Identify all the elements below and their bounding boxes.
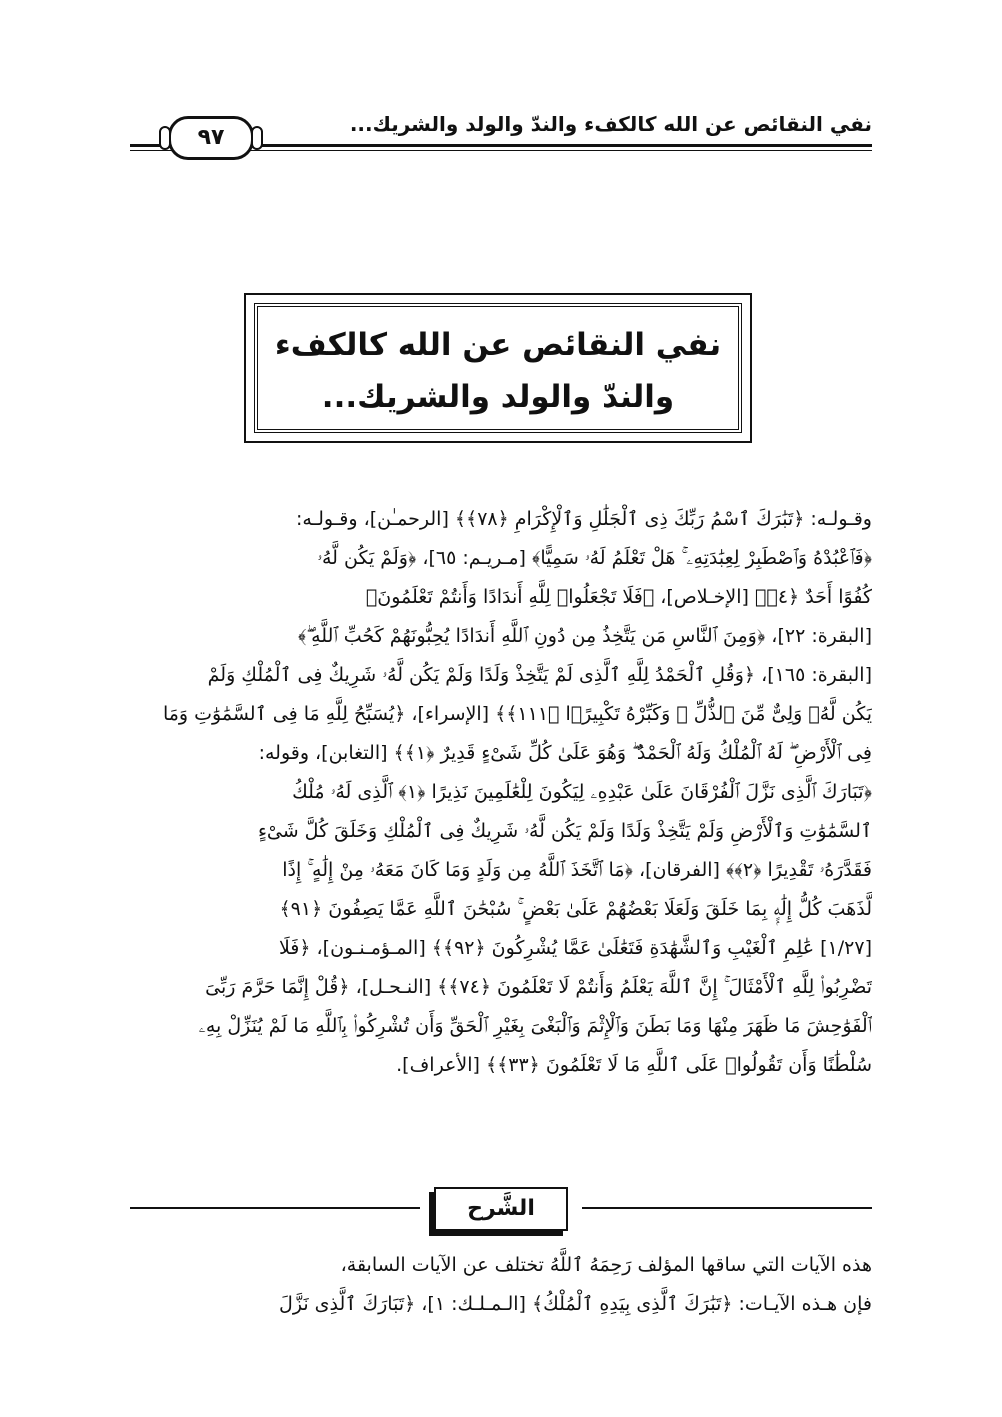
chapter-title-line-1: نفي النقائص عن الله كالكفء [274, 327, 722, 363]
main-text [134, 500, 872, 1085]
chapter-title [246, 319, 750, 423]
divider-rule-left [130, 1207, 420, 1209]
running-header [130, 108, 872, 158]
text-line: فِى ٱلْأَرْضِ ۖ لَهُ ٱلْمُلْكُ وَلَهُ ٱلْحَمْدُ ۖ وَهُوَ عَلَىٰ كُلِّ شَىْءٍ قَدِيرٌ ﴿١﴾﴾ [التغابن]، وقوله: [258, 742, 872, 764]
text-line: لَّذَهَبَ كُلُّ إِلَٰهٍۭ بِمَا خَلَقَ وَلَعَلَا بَعْضُهُمْ عَلَىٰ بَعْضٍ ۚ سُبْحَٰنَ ٱللَّهِ عَمَّا يَصِفُونَ ﴿٩١﴾ [279, 898, 872, 920]
running-title: نفي النقائص عن الله كالكفء والندّ والولد والشريك... [349, 112, 872, 136]
text-line: سُلْطَٰنًا وَأَن تَقُولُوا۟ عَلَى ٱللَّهِ مَا لَا تَعْلَمُونَ ﴿٣٣﴾﴾ [الأعراف]. [396, 1054, 872, 1076]
text-line: وقـولـه: ﴿تَبَٰرَكَ ٱسْمُ رَبِّكَ ذِى ٱلْجَلَٰلِ وَٱلْإِكْرَامِ ﴿٧٨﴾﴾ [الرحمـٰن]، وقـولـه: [295, 508, 872, 530]
text-line: ٱلسَّمَٰوَٰتِ وَٱلْأَرْضِ وَلَمْ يَتَّخِذْ وَلَدًا وَلَمْ يَكُن لَّهُۥ شَرِيكٌ فِى ٱلْمُلْكِ وَخَلَقَ كُلَّ شَىْءٍ [257, 820, 872, 842]
commentary-line: فإن هـذه الآيـات: ﴿تَبَٰرَكَ ٱلَّذِى بِيَدِهِ ٱلْمُلْكُ﴾ [الـمـلـك: ١]، ﴿تَبَارَكَ ٱلَّذِى نَزَّلَ [279, 1293, 872, 1315]
commentary-label: الشَّرح [434, 1187, 568, 1231]
text-line: [البقرة: ١٦٥]، ﴿وَقُلِ ٱلْحَمْدُ لِلَّهِ ٱلَّذِى لَمْ يَتَّخِذْ وَلَدًا وَلَمْ يَكُن لَّهُۥ شَرِيكٌ فِى ٱلْمُلْكِ وَلَمْ [207, 664, 872, 686]
commentary-text [134, 1246, 872, 1324]
text-line: ﴿تَبَارَكَ ٱلَّذِى نَزَّلَ ٱلْفُرْقَانَ عَلَىٰ عَبْدِهِۦ لِيَكُونَ لِلْعَٰلَمِينَ نَذِيرًا ﴿١﴾ ٱلَّذِى لَهُۥ مُلْكُ [292, 781, 872, 803]
text-line: ﴿فَٱعْبُدْهُ وَٱصْطَبِرْ لِعِبَٰدَتِهِۦ ۚ هَلْ تَعْلَمُ لَهُۥ سَمِيًّا﴾ [مـريـم: ٦٥]، ﴿وَلَمْ يَكُن لَّهُۥ [317, 547, 872, 569]
page-number: ٩٧ [168, 116, 254, 160]
text-line: ٱلْفَوَٰحِشَ مَا ظَهَرَ مِنْهَا وَمَا بَطَنَ وَٱلْإِثْمَ وَٱلْبَغْىَ بِغَيْرِ ٱلْحَقِّ وَأَن تُشْرِكُوا۟ بِٱللَّهِ مَا لَمْ يُنَزِّلْ بِهِۦ [198, 1015, 872, 1037]
text-line: تَضْرِبُوا۟ لِلَّهِ ٱلْأَمْثَالَ ۚ إِنَّ ٱللَّهَ يَعْلَمُ وَأَنتُمْ لَا تَعْلَمُونَ ﴿٧٤﴾﴾ [النـحـل]، ﴿قُلْ إِنَّمَا حَرَّمَ رَبِّىَ [205, 976, 872, 998]
text-line: فَقَدَّرَهُۥ تَقْدِيرًا ﴿٢﴾﴾ [الفرقان]، ﴿مَا ٱتَّخَذَ ٱللَّهُ مِن وَلَدٍ وَمَا كَانَ مَعَهُۥ مِنْ إِلَٰهٍ ۚ إِذًا [282, 859, 872, 881]
divider-rule-right [582, 1207, 872, 1209]
chapter-title-box [244, 293, 752, 443]
commentary-divider [130, 1185, 872, 1235]
text-line: كُفُوًا أَحَدٌ ﴿٤﴾﴾ [الإخـلاص]، ﴿فَلَا تَجْعَلُوا۟ لِلَّهِ أَندَادًا وَأَنتُمْ تَعْلَمُونَ﴾ [365, 586, 872, 608]
text-line: [١/٢٧] عَٰلِمِ ٱلْغَيْبِ وَٱلشَّهَٰدَةِ فَتَعَٰلَىٰ عَمَّا يُشْرِكُونَ ﴿٩٢﴾﴾ [المـؤمـنـون]، ﴿فَلَا [278, 937, 872, 959]
commentary-line: هذه الآيات التي ساقها المؤلف رَحِمَهُ ٱللَّهُ تختلف عن الآيات السابقة، [340, 1254, 872, 1276]
text-line: يَكُن لَّهُۥ وَلِىٌّ مِّنَ ٱلذُّلِّ ۖ وَكَبِّرْهُ تَكْبِيرًۢا ﴿١١١﴾﴾ [الإسراء]، ﴿يُسَبِّحُ لِلَّهِ مَا فِى ٱلسَّمَٰوَٰتِ وَمَا [162, 703, 872, 725]
text-line: [البقرة: ٢٢]، ﴿وَمِنَ ٱلنَّاسِ مَن يَتَّخِذُ مِن دُونِ ٱللَّهِ أَندَادًا يُحِبُّونَهُمْ كَحُبِّ ٱللَّهِ ۖ﴾ [297, 625, 872, 647]
chapter-title-line-2: والندّ والولد والشريك... [321, 379, 675, 415]
